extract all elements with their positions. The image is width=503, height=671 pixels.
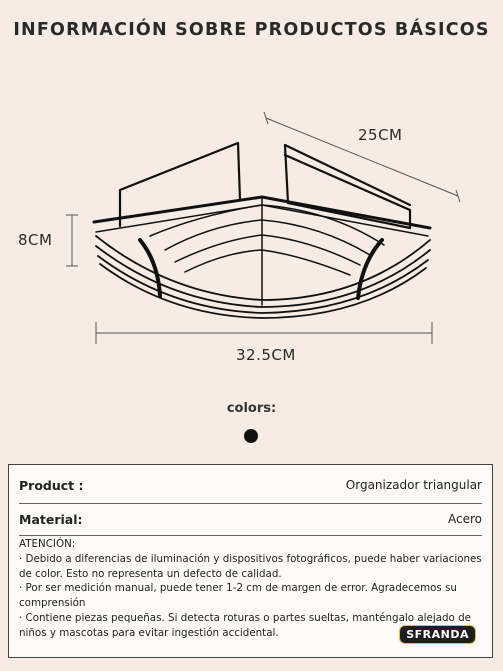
attention-heading: ATENCIÓN: xyxy=(19,538,76,550)
material-value: Acero xyxy=(448,512,482,526)
note-item: · Contiene piezas pequeñas. Si detecta roturas o partes sueltas, manténgalo alejado de niños y mascotas para evitar ingestión accidental. xyxy=(19,611,471,639)
page-title: INFORMACIÓN SOBRE PRODUCTOS BÁSICOS xyxy=(13,20,490,40)
table-row xyxy=(19,503,482,535)
note-item: · Por ser medición manual, puede tener 1-2 cm de margen de error. Agradecemos su comprensión xyxy=(19,582,457,610)
divider xyxy=(19,535,482,536)
brand-logo: SFRANDA xyxy=(399,625,476,644)
product-value: Organizador triangular xyxy=(345,478,482,492)
height-dimension-label: 8CM xyxy=(18,231,53,249)
width-dimension-label: 32.5CM xyxy=(236,346,296,364)
color-swatch-black[interactable] xyxy=(244,429,258,443)
product-key: Product : xyxy=(19,477,84,493)
material-key: Material: xyxy=(19,511,83,527)
product-info-table xyxy=(8,464,493,658)
table-row xyxy=(19,469,482,501)
colors-label: colors: xyxy=(226,401,277,416)
note-item: · Debido a diferencias de iluminación y dispositivos fotográficos, puede haber variaciones de color. Esto no representa un defecto de calidad. xyxy=(19,552,482,580)
depth-dimension-label: 25CM xyxy=(358,126,403,144)
